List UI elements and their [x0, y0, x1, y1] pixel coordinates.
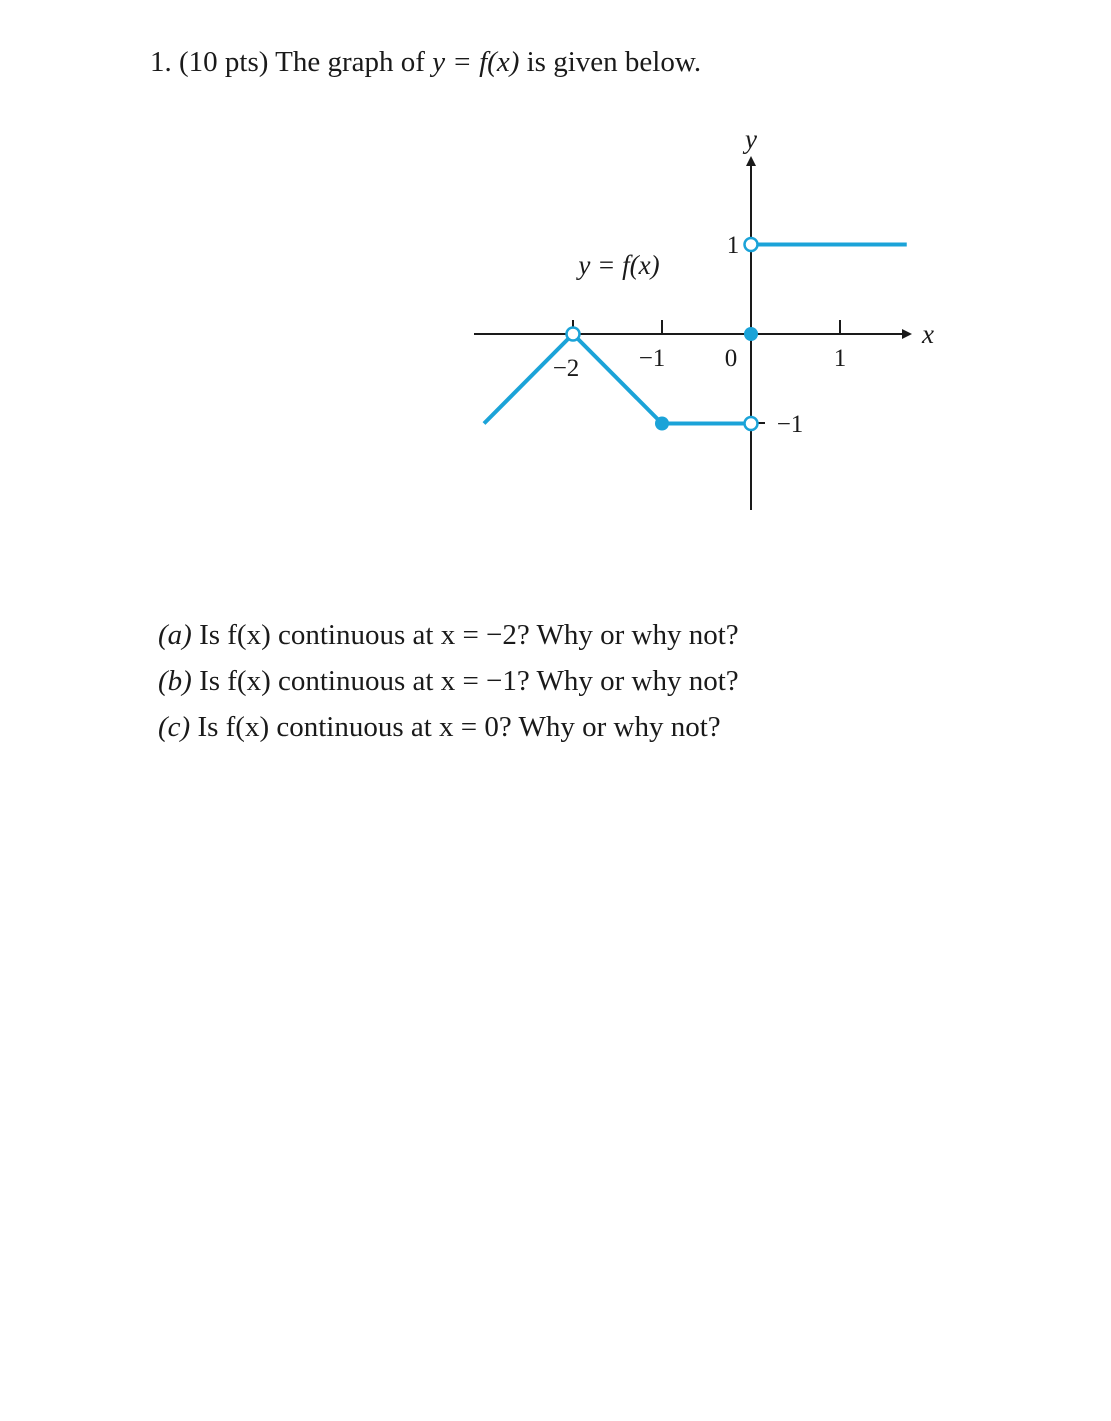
x-tick-label-minus-1: −1 [638, 345, 666, 372]
open-point-1 [567, 328, 580, 341]
closed-point-1 [655, 417, 669, 431]
x-axis-label: x [922, 319, 934, 349]
x-tick-label-minus-2: −2 [552, 355, 580, 382]
question-a-label: (a) [158, 619, 192, 651]
question-a-text: Is f(x) continuous at x = −2? Why or why not? [199, 619, 739, 651]
question-a [158, 612, 739, 658]
question-c-label: (c) [158, 711, 191, 743]
y-tick-label-minus-1: −1 [776, 411, 804, 438]
question-c [158, 704, 739, 750]
question-b-text: Is f(x) continuous at x = −1? Why or why not? [199, 665, 739, 697]
questions-list [158, 612, 739, 750]
open-point-3 [745, 417, 758, 430]
open-point-2 [745, 238, 758, 251]
closed-point-2 [744, 327, 758, 341]
problem-number: 1. [150, 46, 172, 78]
y-tick-label-1: 1 [726, 232, 740, 259]
x-tick-label-0: 0 [724, 345, 738, 372]
question-b-label: (b) [158, 665, 192, 697]
problem-text-before: The graph of [275, 46, 425, 78]
question-b [158, 658, 739, 704]
x-tick-label-1: 1 [833, 345, 847, 372]
function-label: y = f(x) [578, 250, 660, 280]
problem-math-expression: y = f(x) [432, 46, 520, 78]
problem-text-after: is given below. [526, 46, 702, 78]
question-c-text: Is f(x) continuous at x = 0? Why or why not? [197, 711, 721, 743]
function-graph [0, 0, 1111, 560]
y-axis-label: y [745, 124, 757, 154]
problem-points: (10 pts) [179, 46, 269, 78]
